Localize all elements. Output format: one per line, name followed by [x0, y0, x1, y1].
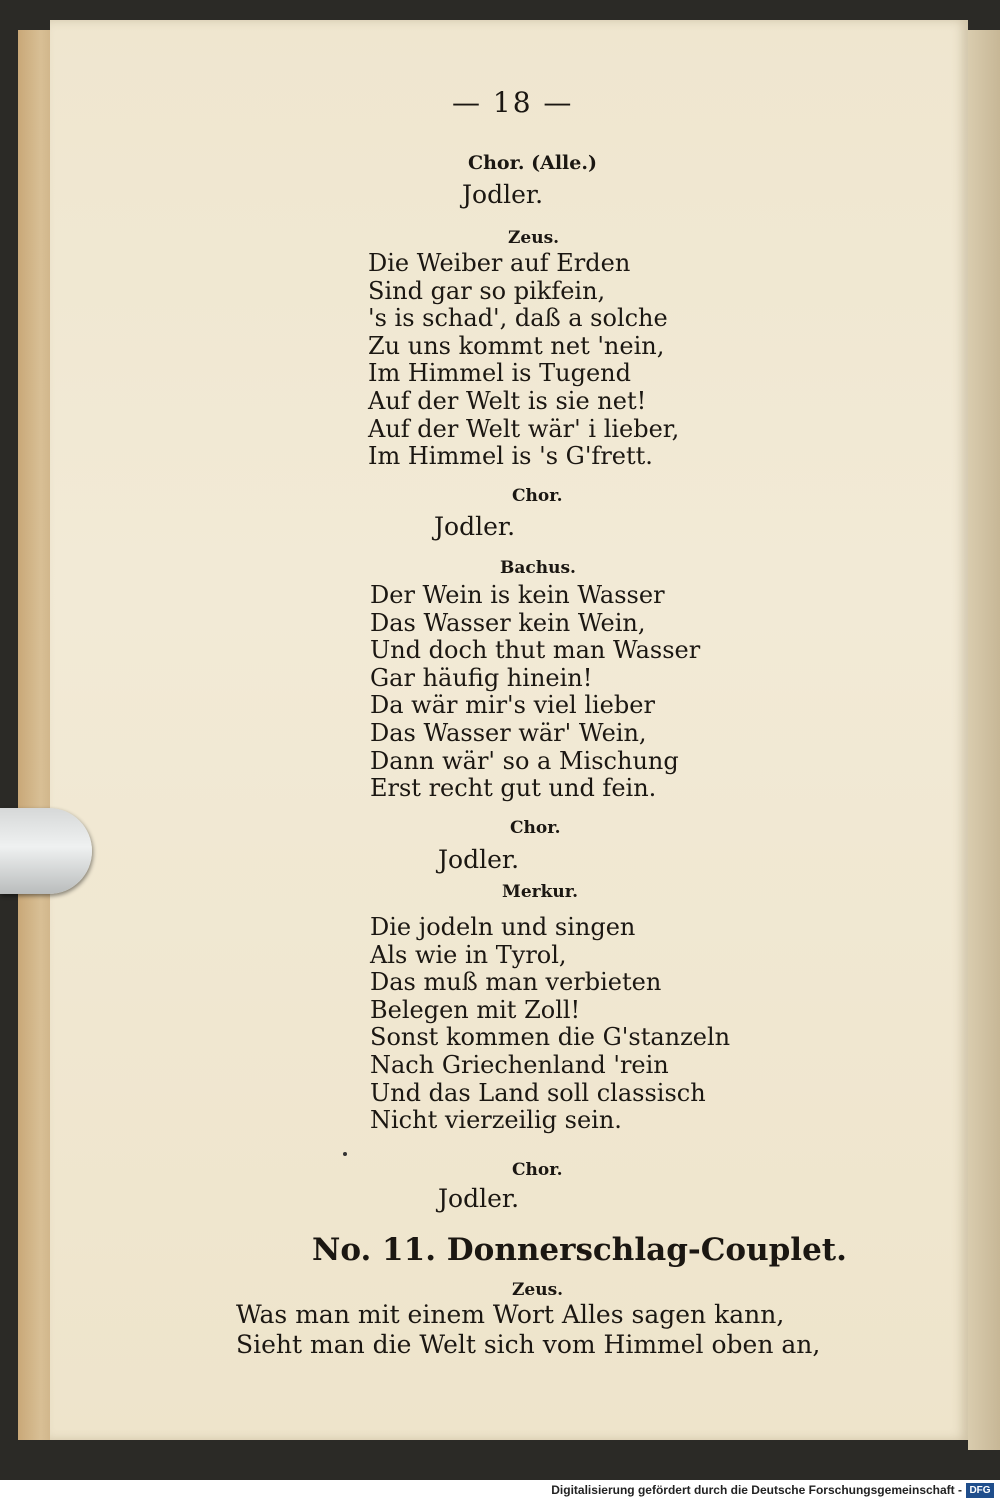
- verse-line: Sonst kommen die G'stanzeln: [370, 1023, 731, 1052]
- verse-zeus: [368, 250, 679, 471]
- verse-line: Im Himmel is 's G'frett.: [368, 442, 653, 471]
- chor-label: Chor.: [512, 486, 563, 506]
- speaker-merkur: Merkur.: [502, 882, 579, 902]
- ink-dot: [343, 1152, 347, 1156]
- verse-line: Das Wasser wär' Wein,: [370, 718, 647, 747]
- jodler-text: Jodler.: [438, 1184, 520, 1213]
- dfg-logo-icon: DFG: [966, 1483, 994, 1498]
- speaker-zeus-couplet: Zeus.: [512, 1280, 564, 1300]
- verse-line: Gar häufig hinein!: [370, 663, 593, 692]
- chor-label: Chor.: [512, 1160, 563, 1180]
- chor-label: Chor.: [510, 818, 561, 838]
- book-edge-right: [968, 30, 1000, 1450]
- section-title: No. 11. Donnerschlag-Couplet.: [312, 1232, 847, 1268]
- chor-label: Chor. (Alle.): [468, 152, 597, 174]
- verse-line: Als wie in Tyrol,: [370, 940, 567, 969]
- page-number: — 18 —: [452, 86, 574, 119]
- verse-line: Nicht vierzeilig sein.: [370, 1106, 622, 1135]
- speaker-zeus: Zeus.: [508, 228, 560, 248]
- verse-line: Die jodeln und singen: [370, 913, 636, 941]
- verse-line: Auf der Welt is sie net!: [368, 386, 647, 415]
- verse-line: Im Himmel is Tugend: [368, 359, 631, 388]
- verse-line: Zu uns kommt net 'nein,: [368, 331, 665, 360]
- footer-credit: Digitalisierung gefördert durch die Deutsche Forschungsgemeinschaft -: [551, 1483, 962, 1497]
- verse-line: Auf der Welt wär' i lieber,: [368, 414, 680, 443]
- jodler-text: Jodler.: [438, 845, 520, 874]
- verse-line: Sieht man die Welt sich vom Himmel oben an,: [236, 1330, 821, 1359]
- speaker-bachus: Bachus.: [500, 558, 576, 578]
- verse-line: Das Wasser kein Wein,: [370, 608, 646, 637]
- footer-bar: [0, 1480, 1000, 1502]
- verse-bachus: [370, 582, 700, 803]
- verse-line: Was man mit einem Wort Alles sagen kann,: [236, 1300, 785, 1329]
- verse-line: 's is schad', daß a solche: [368, 304, 668, 333]
- verse-line: Dann wär' so a Mischung: [370, 746, 679, 775]
- verse-line: Da wär mir's viel lieber: [370, 691, 655, 720]
- verse-line: Belegen mit Zoll!: [370, 995, 581, 1024]
- verse-line: Der Wein is kein Wasser: [370, 581, 665, 609]
- jodler-text: Jodler.: [434, 512, 516, 541]
- verse-line: Sind gar so pikfein,: [368, 276, 606, 305]
- verse-couplet: [236, 1300, 820, 1360]
- jodler-text: Jodler.: [462, 180, 544, 209]
- verse-line: Erst recht gut und fein.: [370, 774, 657, 803]
- page-clip: [0, 808, 92, 894]
- verse-line: Die Weiber auf Erden: [368, 249, 631, 277]
- verse-line: Das muß man verbieten: [370, 968, 662, 997]
- verse-line: Und doch thut man Wasser: [370, 636, 701, 665]
- verse-line: Nach Griechenland 'rein: [370, 1050, 669, 1079]
- verse-merkur: [370, 914, 730, 1135]
- verse-line: Und das Land soll classisch: [370, 1078, 706, 1107]
